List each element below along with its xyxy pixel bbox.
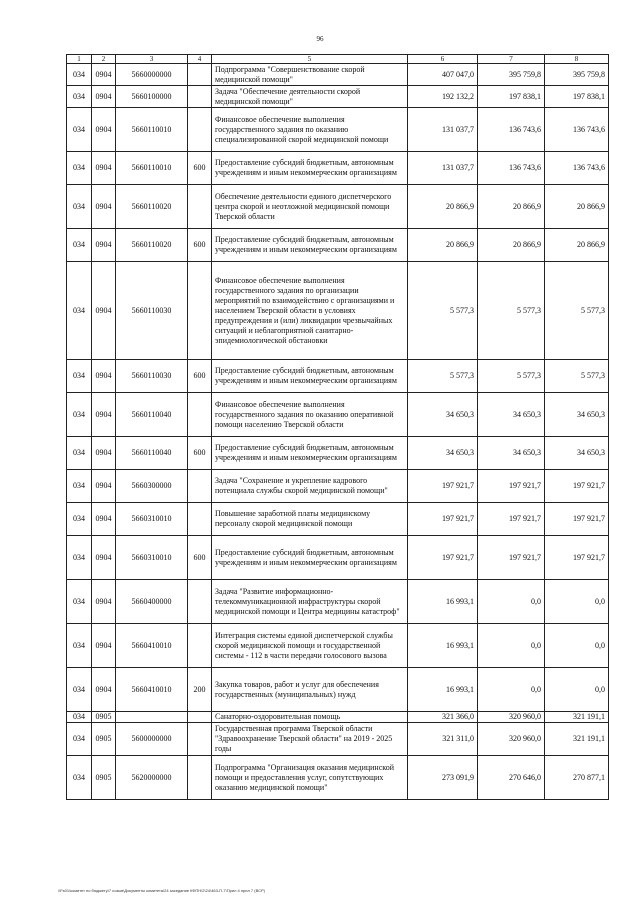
cell-expense-type (188, 64, 212, 86)
cell-ministry-code: 034 (67, 229, 92, 262)
table-body (67, 64, 609, 800)
column-header: 1 (67, 55, 92, 64)
cell-amount-col8: 270 877,1 (545, 756, 609, 800)
column-header: 3 (116, 55, 188, 64)
cell-expense-type: 600 (188, 152, 212, 185)
cell-amount-col7: 0,0 (478, 668, 545, 712)
table-row (67, 262, 609, 360)
cell-amount-col8: 136 743,6 (545, 108, 609, 152)
cell-amount-col6: 16 993,1 (408, 624, 478, 668)
cell-amount-col6: 16 993,1 (408, 580, 478, 624)
cell-description: Финансовое обеспечение выполнения государственного задания по оказанию оперативной помощи населению Тверской области (212, 393, 408, 437)
cell-section-code: 0904 (92, 437, 116, 470)
column-header: 4 (188, 55, 212, 64)
table-row (67, 360, 609, 393)
cell-expense-type (188, 393, 212, 437)
cell-amount-col6: 34 650,3 (408, 437, 478, 470)
cell-amount-col7: 34 650,3 (478, 393, 545, 437)
table-row (67, 756, 609, 800)
cell-section-code: 0904 (92, 668, 116, 712)
cell-section-code: 0904 (92, 262, 116, 360)
column-header: 5 (212, 55, 408, 64)
cell-expense-type (188, 756, 212, 800)
cell-target-code: 5660110030 (116, 360, 188, 393)
cell-expense-type (188, 723, 212, 756)
cell-expense-type (188, 712, 212, 723)
cell-ministry-code: 034 (67, 503, 92, 536)
cell-target-code: 5660110010 (116, 152, 188, 185)
cell-amount-col6: 131 037,7 (408, 152, 478, 185)
cell-section-code: 0904 (92, 86, 116, 108)
cell-amount-col8: 5 577,3 (545, 360, 609, 393)
cell-description: Санаторно-оздоровительная помощь (212, 712, 408, 723)
cell-description: Предоставление субсидий бюджетным, автономным учреждениям и иным некоммерческим организациям (212, 229, 408, 262)
cell-amount-col8: 20 866,9 (545, 229, 609, 262)
cell-target-code (116, 712, 188, 723)
cell-section-code: 0904 (92, 360, 116, 393)
cell-description: Закупка товаров, работ и услуг для обеспечения государственных (муниципальных) нужд (212, 668, 408, 712)
cell-amount-col8: 0,0 (545, 624, 609, 668)
cell-description: Предоставление субсидий бюджетным, автономным учреждениям и иным некоммерческим организациям (212, 360, 408, 393)
cell-target-code: 5660110030 (116, 262, 188, 360)
cell-amount-col6: 34 650,3 (408, 393, 478, 437)
cell-section-code: 0904 (92, 503, 116, 536)
cell-target-code: 5660410010 (116, 624, 188, 668)
cell-description: Финансовое обеспечение выполнения государственного задания по оказанию специализированной скорой медицинской помощи (212, 108, 408, 152)
cell-ministry-code: 034 (67, 536, 92, 580)
cell-target-code: 5620000000 (116, 756, 188, 800)
cell-amount-col7: 270 646,0 (478, 756, 545, 800)
cell-description: Задача "Сохранение и укрепление кадрового потенциала службы скорой медицинской помощи" (212, 470, 408, 503)
table-row (67, 503, 609, 536)
cell-target-code: 5660000000 (116, 64, 188, 86)
cell-amount-col6: 321 311,0 (408, 723, 478, 756)
cell-ministry-code: 034 (67, 437, 92, 470)
cell-expense-type (188, 503, 212, 536)
cell-expense-type: 600 (188, 437, 212, 470)
cell-expense-type (188, 580, 212, 624)
table-row (67, 723, 609, 756)
cell-section-code: 0904 (92, 536, 116, 580)
cell-expense-type (188, 185, 212, 229)
cell-amount-col8: 321 191,1 (545, 723, 609, 756)
cell-amount-col6: 20 866,9 (408, 229, 478, 262)
cell-ministry-code: 034 (67, 64, 92, 86)
cell-target-code: 5660300000 (116, 470, 188, 503)
table-row (67, 536, 609, 580)
file-path-footer: \\Fs01\комитет по бюджету\7 созыв\Документы комитета\24 заседание КФПН\2\24\463-П-7\Прил 4 прил 7 (ВСР) (58, 888, 266, 893)
cell-target-code: 5660110020 (116, 229, 188, 262)
cell-amount-col7: 20 866,9 (478, 229, 545, 262)
table-row (67, 64, 609, 86)
cell-section-code: 0904 (92, 393, 116, 437)
cell-section-code: 0904 (92, 624, 116, 668)
cell-amount-col8: 197 838,1 (545, 86, 609, 108)
cell-target-code: 5660310010 (116, 503, 188, 536)
cell-amount-col6: 273 091,9 (408, 756, 478, 800)
cell-amount-col8: 197 921,7 (545, 470, 609, 503)
cell-description: Государственная программа Тверской области "Здравоохранение Тверской области" на 2019 - 2025 годы (212, 723, 408, 756)
cell-target-code: 5660410010 (116, 668, 188, 712)
cell-amount-col7: 5 577,3 (478, 360, 545, 393)
cell-amount-col8: 34 650,3 (545, 437, 609, 470)
table-row (67, 108, 609, 152)
cell-amount-col6: 20 866,9 (408, 185, 478, 229)
cell-amount-col8: 197 921,7 (545, 503, 609, 536)
column-header: 2 (92, 55, 116, 64)
cell-expense-type (188, 86, 212, 108)
cell-ministry-code: 034 (67, 624, 92, 668)
cell-description: Финансовое обеспечение выполнения государственного задания по организации мероприятий по взаимодействию с организациями и населением Тверской области в условиях предупреждения и (или) ликвидации чрезвычайных ситуаций и неблагоприятной санитарно-эпидемиологической обстановки (212, 262, 408, 360)
cell-target-code: 5660110020 (116, 185, 188, 229)
cell-amount-col7: 136 743,6 (478, 152, 545, 185)
cell-target-code: 5660110040 (116, 393, 188, 437)
cell-section-code: 0904 (92, 152, 116, 185)
cell-amount-col6: 5 577,3 (408, 360, 478, 393)
cell-amount-col7: 34 650,3 (478, 437, 545, 470)
budget-table (66, 54, 609, 800)
column-header: 7 (478, 55, 545, 64)
cell-amount-col7: 197 921,7 (478, 536, 545, 580)
cell-amount-col8: 0,0 (545, 580, 609, 624)
cell-amount-col8: 197 921,7 (545, 536, 609, 580)
cell-section-code: 0905 (92, 756, 116, 800)
cell-section-code: 0904 (92, 64, 116, 86)
cell-expense-type: 200 (188, 668, 212, 712)
cell-target-code: 5660110010 (116, 108, 188, 152)
cell-ministry-code: 034 (67, 668, 92, 712)
table-row (67, 580, 609, 624)
cell-description: Интеграция системы единой диспетчерской службы скорой медицинской помощи и государственной системы - 112 в части передачи голосового вызова (212, 624, 408, 668)
cell-ministry-code: 034 (67, 393, 92, 437)
cell-amount-col7: 20 866,9 (478, 185, 545, 229)
cell-expense-type: 600 (188, 360, 212, 393)
cell-amount-col6: 16 993,1 (408, 668, 478, 712)
cell-ministry-code: 034 (67, 360, 92, 393)
cell-target-code: 5660110040 (116, 437, 188, 470)
cell-description: Подпрограмма "Совершенствование скорой медицинской помощи" (212, 64, 408, 86)
cell-ministry-code: 034 (67, 262, 92, 360)
cell-amount-col6: 197 921,7 (408, 536, 478, 580)
cell-ministry-code: 034 (67, 152, 92, 185)
column-header: 8 (545, 55, 609, 64)
cell-ministry-code: 034 (67, 86, 92, 108)
cell-amount-col7: 0,0 (478, 580, 545, 624)
cell-amount-col6: 321 366,0 (408, 712, 478, 723)
cell-ministry-code: 034 (67, 756, 92, 800)
cell-section-code: 0904 (92, 580, 116, 624)
cell-amount-col7: 197 921,7 (478, 503, 545, 536)
cell-amount-col7: 197 838,1 (478, 86, 545, 108)
cell-description: Предоставление субсидий бюджетным, автономным учреждениям и иным некоммерческим организациям (212, 437, 408, 470)
cell-amount-col6: 131 037,7 (408, 108, 478, 152)
table-row (67, 393, 609, 437)
cell-ministry-code: 034 (67, 185, 92, 229)
cell-section-code: 0904 (92, 470, 116, 503)
cell-amount-col7: 395 759,8 (478, 64, 545, 86)
cell-ministry-code: 034 (67, 580, 92, 624)
cell-amount-col8: 5 577,3 (545, 262, 609, 360)
table-row (67, 624, 609, 668)
cell-target-code: 5660310010 (116, 536, 188, 580)
table-row (67, 229, 609, 262)
page-number: 96 (316, 35, 324, 43)
cell-amount-col8: 20 866,9 (545, 185, 609, 229)
cell-description: Подпрограмма "Организация оказания медицинской помощи и предоставления услуг, сопутствующих оказанию медицинской помощи" (212, 756, 408, 800)
cell-description: Предоставление субсидий бюджетным, автономным учреждениям и иным некоммерческим организациям (212, 152, 408, 185)
cell-amount-col7: 320 960,0 (478, 712, 545, 723)
cell-amount-col6: 197 921,7 (408, 503, 478, 536)
table-row (67, 668, 609, 712)
table-row (67, 86, 609, 108)
column-header: 6 (408, 55, 478, 64)
cell-section-code: 0904 (92, 185, 116, 229)
cell-section-code: 0905 (92, 723, 116, 756)
cell-amount-col6: 5 577,3 (408, 262, 478, 360)
cell-description: Предоставление субсидий бюджетным, автономным учреждениям и иным некоммерческим организациям (212, 536, 408, 580)
cell-amount-col7: 197 921,7 (478, 470, 545, 503)
cell-target-code: 5660400000 (116, 580, 188, 624)
cell-expense-type (188, 470, 212, 503)
cell-amount-col8: 34 650,3 (545, 393, 609, 437)
cell-ministry-code: 034 (67, 712, 92, 723)
table-row (67, 437, 609, 470)
cell-target-code: 5660100000 (116, 86, 188, 108)
cell-amount-col8: 136 743,6 (545, 152, 609, 185)
cell-description: Повышение заработной платы медицинскому персоналу скорой медицинской помощи (212, 503, 408, 536)
column-number-row (67, 55, 609, 64)
cell-ministry-code: 034 (67, 108, 92, 152)
cell-amount-col8: 321 191,1 (545, 712, 609, 723)
cell-expense-type: 600 (188, 229, 212, 262)
table-row (67, 152, 609, 185)
cell-description: Задача "Обеспечение деятельности скорой медицинской помощи" (212, 86, 408, 108)
cell-amount-col7: 320 960,0 (478, 723, 545, 756)
cell-ministry-code: 034 (67, 723, 92, 756)
cell-section-code: 0904 (92, 108, 116, 152)
table-row (67, 470, 609, 503)
cell-expense-type (188, 108, 212, 152)
table-row (67, 185, 609, 229)
cell-target-code: 5600000000 (116, 723, 188, 756)
cell-amount-col6: 192 132,2 (408, 86, 478, 108)
cell-amount-col6: 407 047,0 (408, 64, 478, 86)
cell-amount-col7: 5 577,3 (478, 262, 545, 360)
table-row (67, 712, 609, 723)
cell-expense-type: 600 (188, 536, 212, 580)
cell-section-code: 0904 (92, 229, 116, 262)
cell-description: Обеспечение деятельности единого диспетчерского центра скорой и неотложной медицинской помощи Тверской области (212, 185, 408, 229)
cell-expense-type (188, 624, 212, 668)
cell-amount-col8: 0,0 (545, 668, 609, 712)
cell-section-code: 0905 (92, 712, 116, 723)
cell-amount-col7: 0,0 (478, 624, 545, 668)
cell-amount-col7: 136 743,6 (478, 108, 545, 152)
cell-description: Задача "Развитие информационно-телекоммуникационной инфраструктуры скорой медицинской помощи и Центра медицины катастроф" (212, 580, 408, 624)
cell-amount-col8: 395 759,8 (545, 64, 609, 86)
cell-amount-col6: 197 921,7 (408, 470, 478, 503)
cell-ministry-code: 034 (67, 470, 92, 503)
cell-expense-type (188, 262, 212, 360)
